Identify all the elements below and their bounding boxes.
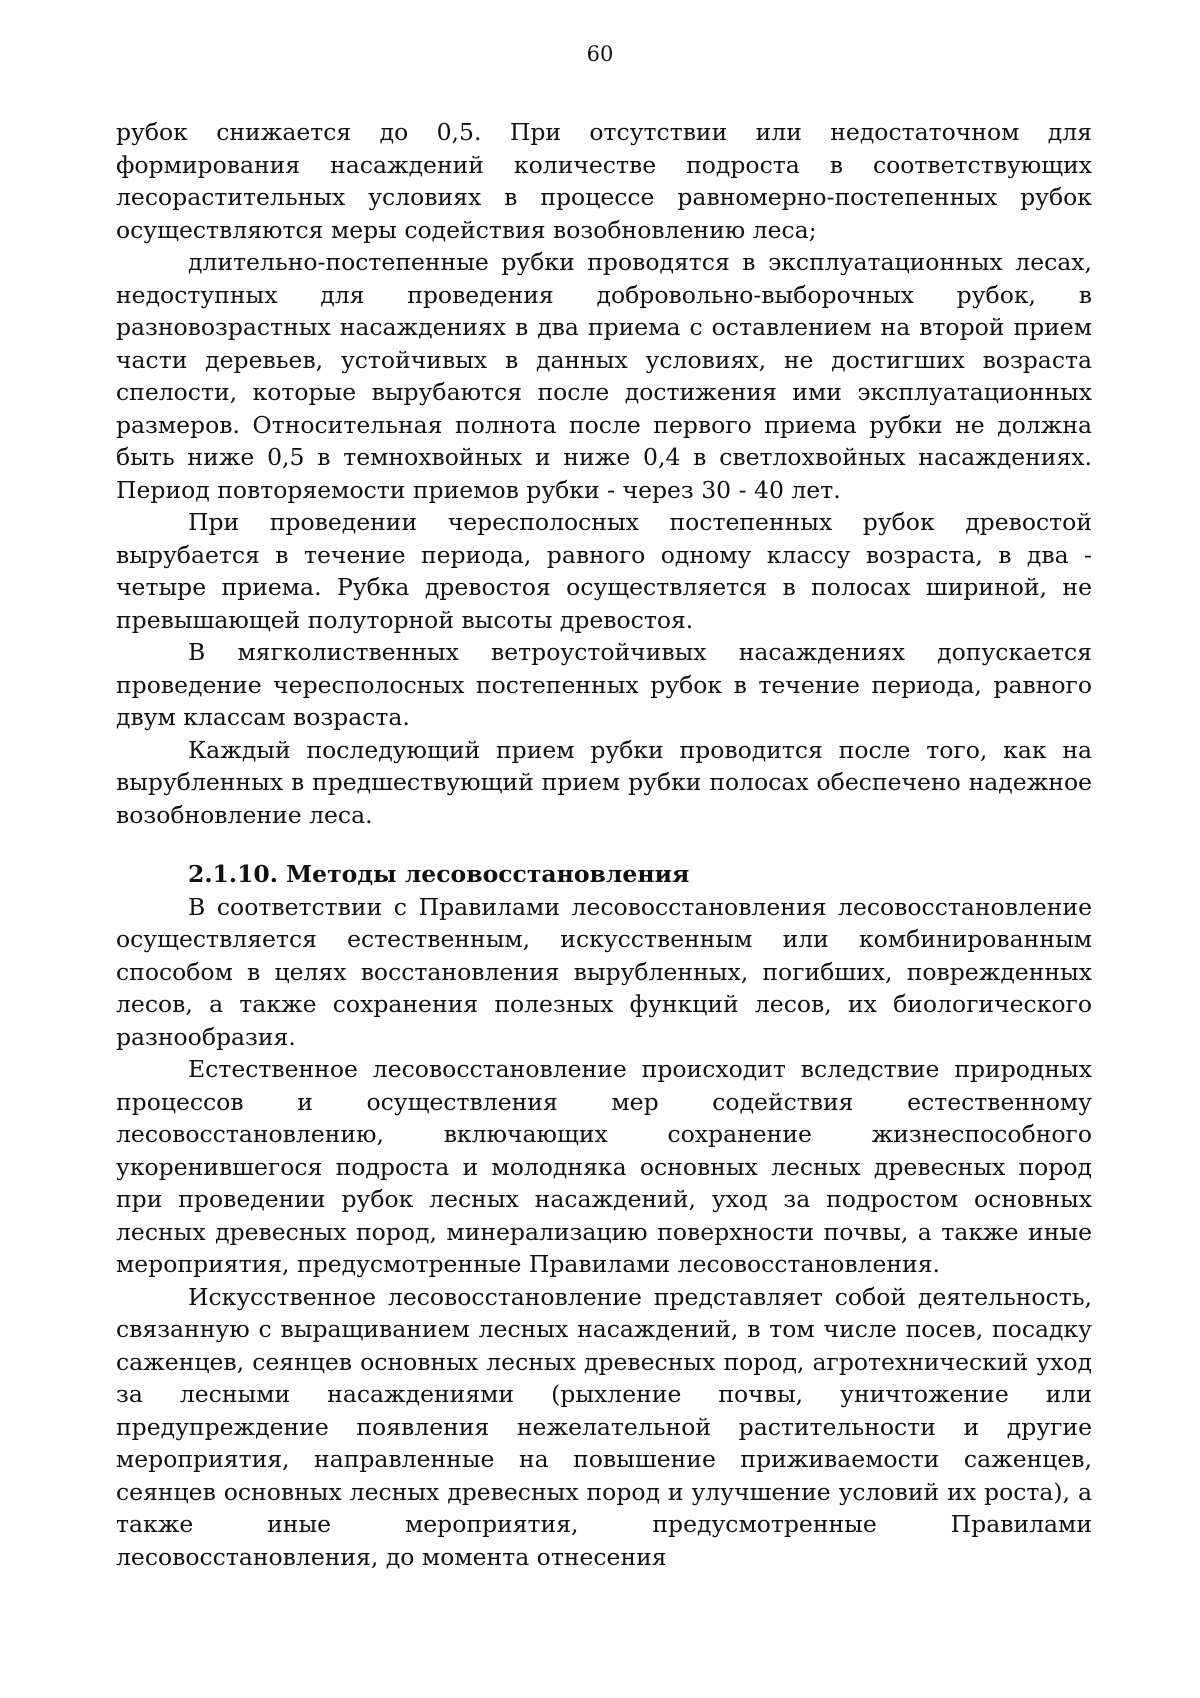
paragraph-artificial-reforestation: Искусственное лесовосстановление представляет собой деятельность, связанную с выращиванием лесных насаждений, в том числе посев, посадку саженцев, сеянцев основных лесных древесных пород, агротехнический уход за лесными насаждениями (рыхление почвы, уничтожение или предупреждение появления нежелательной растительности и другие мероприятия, направленные на повышение приживаемости саженцев, сеянцев основных лесных древесных пород и улучшение условий их роста), а также иные мероприятия, предусмотренные Правилами лесовосстановления, до момента отнесения (116, 1282, 1092, 1571)
paragraph-reforestation-methods: В соответствии с Правилами лесовосстановления лесовосстановление осуществляется естественным, искусственным или комбинированным способом в целях восстановления вырубленных, погибших, поврежденных лесов, а также сохранения полезных функций лесов, их биологического разнообразия. (116, 892, 1092, 1051)
paragraph-continuation: рубок снижается до 0,5. При отсутствии или недостаточном для формирования насаждений количестве подроста в соответствующих лесорастительных условиях в процессе равномерно-постепенных рубок осуществляются меры содействия возобновлению леса; (116, 118, 1092, 244)
paragraph-soft-leaved-stands: В мягколиственных ветроустойчивых насаждениях допускается проведение чересполосных постепенных рубок в течение периода, равного двум классам возраста. (116, 638, 1092, 731)
paragraph-natural-reforestation: Естественное лесовосстановление происходит вследствие природных процессов и осуществления мер содействия естественному лесовосстановлению, включающих сохранение жизнеспособного укоренившегося подроста и молодняка основных лесных древесных пород при проведении рубок лесных насаждений, уход за подростом основных лесных древесных пород, минерализацию поверхности почвы, а также иные мероприятия, предусмотренные Правилами лесовосстановления. (116, 1055, 1092, 1278)
document-body (116, 116, 1092, 1573)
paragraph-subsequent-cutting: Каждый последующий прием рубки проводится после того, как на вырубленных в предшествующий прием рубки полосах обеспечено надежное возобновление леса. (116, 735, 1092, 829)
paragraph-strip-cuttings: При проведении чересполосных постепенных рубок древостой вырубается в течение периода, равного одному классу возраста, в два - четыре приема. Рубка древостоя осуществляется в полосах шириной, не превышающей полуторной высоты древостоя. (116, 508, 1092, 634)
paragraph-long-gradual-cuttings: длительно-постепенные рубки проводятся в эксплуатационных лесах, недоступных для проведения добровольно-выборочных рубок, в разновозрастных насаждениях в два приема с оставлением на второй прием части деревьев, устойчивых в данных условиях, не достигших возраста спелости, которые вырубаются после достижения ими эксплуатационных размеров. Относительная полнота после первого приема рубки не должна быть ниже 0,5 в темнохвойных и ниже 0,4 в светлохвойных насаждениях. Период повторяемости приемов рубки - через 30 - 40 лет. (116, 248, 1092, 504)
page-number: 60 (586, 42, 614, 66)
section-heading: 2.1.10. Методы лесовосстановления (188, 860, 690, 888)
